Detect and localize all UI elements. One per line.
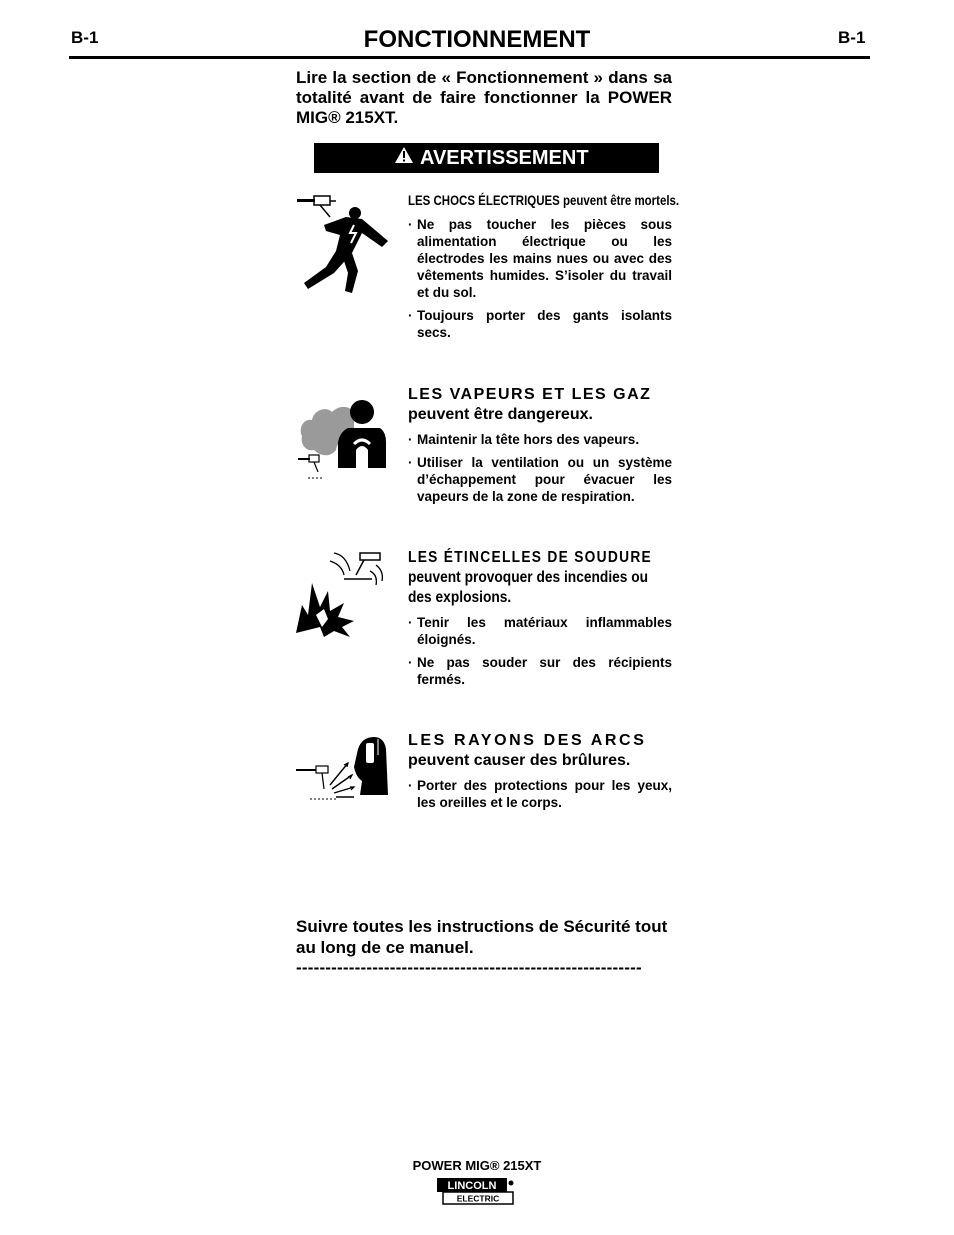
fumes-gases-icon bbox=[296, 398, 388, 483]
separator-line: ----------------------------------------------------------- bbox=[296, 958, 642, 977]
page-code-right: B-1 bbox=[838, 28, 866, 47]
section-title bbox=[408, 190, 680, 210]
lincoln-electric-logo bbox=[437, 1178, 517, 1211]
section-fumes bbox=[408, 385, 672, 505]
section-title-caps: LES VAPEURS ET LES GAZ bbox=[408, 386, 652, 403]
closing-text: Suivre toutes les instructions de Sécurité tout au long de ce manuel. bbox=[296, 917, 668, 957]
section-title-rest: peuvent causer des brûlures. bbox=[408, 752, 631, 769]
warning-triangle-icon bbox=[394, 146, 414, 170]
section-title bbox=[408, 385, 672, 425]
page-code-left: B-1 bbox=[71, 28, 99, 47]
svg-text:ELECTRIC: ELECTRIC bbox=[456, 1193, 500, 1204]
section-title-rest: peuvent être dangereux. bbox=[408, 406, 593, 423]
section-title-caps: LES ÉTINCELLES DE SOUDURE bbox=[408, 549, 653, 566]
section-electric-shock bbox=[408, 190, 680, 341]
section-title-caps: LES CHOCS ÉLECTRIQUES bbox=[408, 192, 560, 208]
header-rule bbox=[69, 56, 870, 59]
section-title bbox=[408, 731, 672, 771]
section-title bbox=[408, 548, 675, 608]
warning-label: AVERTISSEMENT bbox=[420, 146, 589, 169]
intro-text: Lire la section de « Fonctionnement » dans sa totalité avant de faire fonctionner la POWER MIG® 215XT. bbox=[296, 68, 672, 127]
page-title: FONCTIONNEMENT bbox=[363, 26, 591, 53]
warning-banner bbox=[314, 143, 659, 173]
list-item: · Tenir les matériaux inflammables éloignés. bbox=[408, 615, 672, 647]
svg-text:LINCOLN: LINCOLN bbox=[447, 1180, 497, 1192]
list-item: · Porter des protections pour les yeux, les oreilles et le corps. bbox=[408, 778, 672, 810]
section-arc-rays bbox=[408, 731, 672, 811]
list-item: · Ne pas toucher les pièces sous alimentation électrique ou les électrodes les mains nues ou avec des vêtements humides. S’isoler du travail et du sol. bbox=[408, 217, 672, 300]
list-item: · Ne pas souder sur des récipients fermés. bbox=[408, 655, 672, 687]
electric-shock-icon bbox=[296, 195, 396, 295]
section-title-rest: peuvent être mortels. bbox=[563, 192, 680, 208]
arc-rays-icon bbox=[296, 735, 392, 803]
footer-product-name: POWER MIG® 215XT bbox=[412, 1158, 542, 1173]
list-item: · Toujours porter des gants isolants secs. bbox=[408, 308, 672, 340]
list-item: · Maintenir la tête hors des vapeurs. bbox=[408, 432, 640, 447]
section-title-rest: peuvent provoquer des incendies ou des explosions. bbox=[408, 569, 649, 606]
section-sparks bbox=[408, 548, 672, 688]
list-item: · Utiliser la ventilation ou un système d’échappement pour évacuer les vapeurs de la zone de respiration. bbox=[408, 455, 672, 504]
section-title-caps: LES RAYONS DES ARCS bbox=[408, 732, 647, 749]
welding-sparks-explosion-icon bbox=[294, 545, 386, 640]
